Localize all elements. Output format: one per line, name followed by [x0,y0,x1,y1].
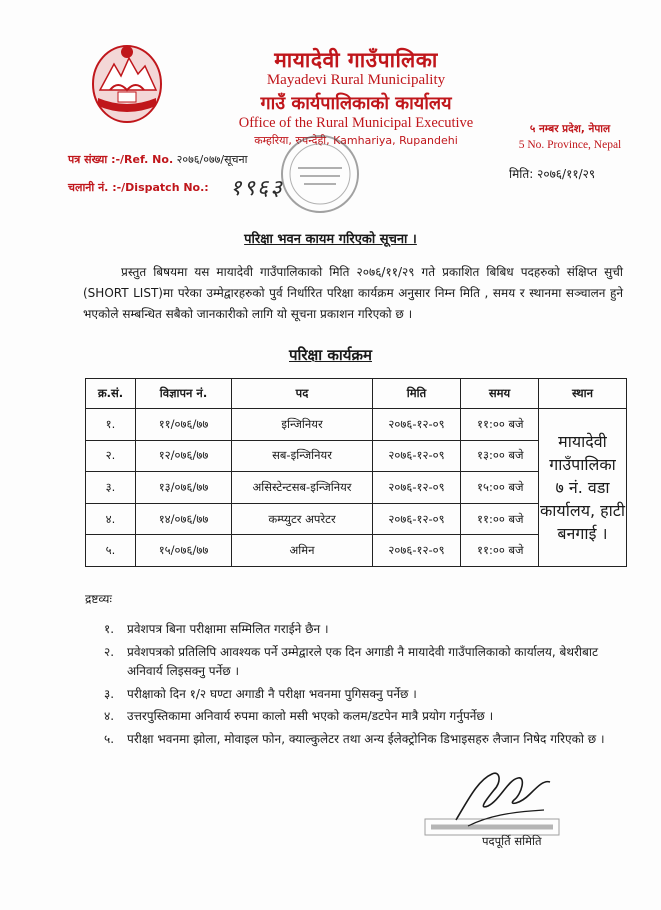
office-seal-stamp [278,132,362,216]
note-text: परीक्षाको दिन १/२ घण्टा अगाडी नै परीक्षा भवनमा पुगिसक्नु पर्नेछ । [127,686,417,701]
header-sn: क्र.सं. [86,379,136,409]
cell-post: अमिन [232,535,373,567]
office-name-en: Office of the Rural Municipal Executive [238,115,474,131]
place-line: गाउँपालिका [549,455,616,474]
note-number: २. [104,644,115,659]
cell-date: २०७६-१२-०९ [373,535,461,567]
cell-ad-no: १४/०७६/७७ [136,503,232,535]
cell-time: १५:०० बजे [461,472,539,504]
note-text: उत्तरपुस्तिकामा अनिवार्य रुपमा कालो मसी भएको कलम/डटपेन मात्रै प्रयोग गर्नुपर्नेछ । [127,709,494,723]
cell-time: ११:०० बजे [461,409,539,441]
list-item [104,620,634,640]
place-line: बनगाई । [557,524,608,543]
list-item [104,707,634,727]
table-header-row [86,379,627,409]
cell-ad-no: ११/०७६/७७ [136,409,232,441]
cell-ad-no: १३/०७६/७७ [136,472,232,504]
exam-schedule-table [85,378,627,567]
province-np: ५ नम्बर प्रदेश, नेपाल [529,123,611,135]
header-date: मिति [373,379,461,409]
reference-label: पत्र संख्या :-/Ref. No. [68,153,174,166]
cell-sn: ५. [86,535,136,567]
notice-subject [0,229,661,247]
cell-date: २०७६-१२-०९ [373,409,461,441]
cell-ad-no: १५/०७६/७७ [136,535,232,567]
notes-list [104,620,634,752]
list-item [104,643,634,682]
place-line: कार्यालय, हाटी [539,501,625,520]
cell-time: ११:०० बजे [461,503,539,535]
cell-time: ११:०० बजे [461,535,539,567]
reference-number [68,152,247,167]
cell-sn: २. [86,440,136,472]
cell-sn: ४. [86,503,136,535]
signatory-title: पदपूर्ति समिति [482,834,542,848]
cell-date: २०७६-१२-०९ [373,472,461,504]
cell-post: सब-इन्जिनियर [232,440,373,472]
nepal-emblem-logo [88,40,166,126]
note-text: परीक्षा भवनमा झोला, मोवाइल फोन, क्याल्कुलेटर तथा अन्य ईलेक्ट्रोनिक डिभाइसहरु लैजान निषेद गरिएको छ । [127,731,605,746]
dispatch-label [68,180,209,195]
office-name-np: गाउँ कार्यपालिकाको कार्यालय [260,93,452,114]
cell-post: कम्प्युटर अपरेटर [232,503,373,535]
municipality-name-np: मायादेवी गाउँपालिका [274,48,438,72]
dispatch-number: १९६३ [230,176,284,201]
notice-body: प्रस्तुत बिषयमा यस मायादेवी गाउँपालिकाको मिति २०७६/११/२९ गते प्रकाशित बिबिध पदहरुको संक्षिप्त सुची (SHORT LIST)मा परेका उम्मेद्वारहरुको पुर्व निर्धारित परिक्षा कार्यक्रम अनुसार निम्न मिति , समय र स्थानमा सञ्चालन हुने भएकोले सम्बन्धित सबैको जानकारीको लागि यो सूचना प्रकाशन गरिएको छ । [83,265,623,321]
dispatch-label-text: चलानी नं. :-/Dispatch No.: [68,181,209,194]
place-line: ७ नं. वडा [555,478,610,497]
issue-date: मिति: २०७६/११/२९ [509,167,596,181]
cell-post: इन्जिनियर [232,409,373,441]
notice-subject-text: परिक्षा भवन कायम गरिएको सूचना । [244,232,417,247]
reference-value: २०७६/०७७/सूचना [176,153,248,166]
table-row [86,409,627,441]
notes-heading: द्रष्टव्यः [85,592,112,606]
cell-sn: ३. [86,472,136,504]
cell-sn: १. [86,409,136,441]
province-en: 5 No. Province, Nepal [518,139,622,151]
cell-ad-no: १२/०७६/७७ [136,440,232,472]
municipality-name-en: Mayadevi Rural Municipality [266,72,446,88]
cell-date: २०७६-१२-०९ [373,440,461,472]
note-text: प्रवेशपत्रको प्रतिलिपि आवश्यक पर्ने उम्मेद्वारले एक दिन अगाडी नै मायादेवी गाउँपालिकाको कार्यालय, बेथरीबाट अनिवार्य लिइसक्नु पर्नेछ । [127,644,599,678]
header-post: पद [232,379,373,409]
office-address: कम्हरिया, रुपन्देही, Kamhariya, Rupandehi [254,134,458,147]
cell-date: २०७६-१२-०९ [373,503,461,535]
note-number: १. [104,622,115,636]
cell-post: असिस्टेन्टसब-इन्जिनियर [232,472,373,504]
header-time: समय [461,379,539,409]
note-text: प्रवेशपत्र बिना परीक्षामा सम्मिलित गराईने छैन । [127,622,329,636]
list-item [104,685,634,705]
cell-time: १३:०० बजे [461,440,539,472]
header-ad-no: विज्ञापन नं. [136,379,232,409]
note-number: ३. [104,686,115,701]
note-number: ४. [104,709,115,723]
header-place: स्थान [539,379,627,409]
programme-title [0,345,661,365]
note-number: ५. [104,731,115,746]
programme-title-text: परिक्षा कार्यक्रम [289,346,372,364]
cell-place [539,409,627,567]
list-item [104,730,634,750]
place-line: मायादेवी [558,432,607,451]
